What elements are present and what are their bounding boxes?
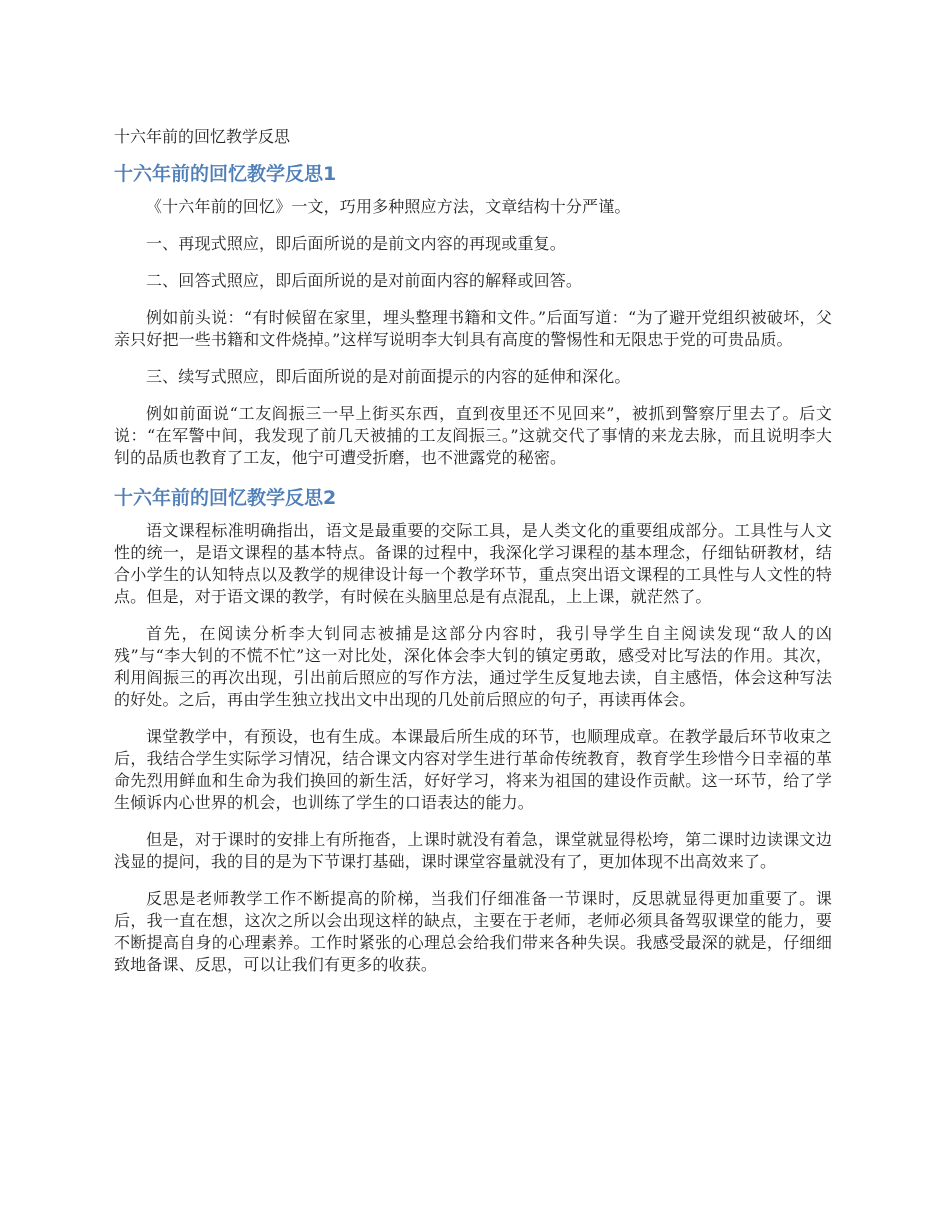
paragraph: 《十六年前的回忆》一文，巧用多种照应方法，文章结构十分严谨。 <box>146 197 631 216</box>
section-2 <box>114 484 832 976</box>
paragraph: 反思是老师教学工作不断提高的阶梯，当我们仔细准备一节课时，反思就显得更加重要了。课后，我一直在想，这次之所以会出现这样的缺点，主要在于老师，老师必须具备驾驭课堂的能力，要不断提高自身的心理素养。工作时紧张的心理总会给我们带来各种失误。我感受最深的就是，仔细细致地备课、反思，可以让我们有更多的收获。 <box>114 889 832 974</box>
paragraph: 一、再现式照应，即后面所说的是前文内容的再现或重复。 <box>146 234 566 253</box>
section-heading: 十六年前的回忆教学反思2 <box>114 487 337 509</box>
paragraph: 首先，在阅读分析李大钊同志被捕是这部分内容时，我引导学生自主阅读发现“敌人的凶残”与“李大钊的不慌不忙”这一对比处，深化体会李大钊的镇定勇敢，感受对比写法的作用。其次，利用阎振三的再次出现，引出前后照应的写作方法，通过学生反复地去读，自主感悟，体会这种写法的好处。之后，再由学生独立找出文中出现的几处前后照应的句子，再读再体会。 <box>114 624 832 709</box>
paragraph: 例如前面说“工友阎振三一早上街买东西，直到夜里还不见回来”，被抓到警察厅里去了。后文说：“在军警中间，我发现了前几天被捕的工友阎振三。”这就交代了事情的来龙去脉，而且说明李大钊的品质也教育了工友，他宁可遭受折磨，也不泄露党的秘密。 <box>114 404 832 467</box>
paragraph: 语文课程标准明确指出，语文是最重要的交际工具，是人类文化的重要组成部分。工具性与人文性的统一，是语文课程的基本特点。备课的过程中，我深化学习课程的基本理念，仔细钻研教材，结合小学生的认知特点以及教学的规律设计每一个教学环节，重点突出语文课程的工具性与人文性的特点。但是，对于语文课的教学，有时候在头脑里总是有点混乱，上上课，就茫然了。 <box>114 521 832 606</box>
paragraph: 例如前头说：“有时候留在家里，埋头整理书籍和文件。”后面写道：“为了避开党组织被破坏，父亲只好把一些书籍和文件烧掉。”这样写说明李大钊具有高度的警惕性和无限忠于党的可贵品质。 <box>114 308 832 349</box>
document-title: 十六年前的回忆教学反思 <box>114 127 291 146</box>
paragraph: 课堂教学中，有预设，也有生成。本课最后所生成的环节，也顺理成章。在教学最后环节收束之后，我结合学生实际学习情况，结合课文内容对学生进行革命传统教育，教育学生珍惜今日幸福的革命先烈用鲜血和生命为我们换回的新生活，好好学习，将来为祖国的建设作贡献。这一环节，给了学生倾诉内心世界的机会，也训练了学生的口语表达的能力。 <box>114 727 832 812</box>
paragraph: 三、续写式照应，即后面所说的是对前面提示的内容的延伸和深化。 <box>146 367 631 386</box>
section-heading: 十六年前的回忆教学反思1 <box>114 163 337 185</box>
section-1 <box>114 160 832 469</box>
paragraph: 但是，对于课时的安排上有所拖沓，上课时就没有着急，课堂就显得松垮，第二课时边读课文边浅显的提问，我的目的是为下节课打基础，课时课堂容量就没有了，更加体现不出高效来了。 <box>114 830 832 871</box>
paragraph: 二、回答式照应，即后面所说的是对前面内容的解释或回答。 <box>146 271 583 290</box>
